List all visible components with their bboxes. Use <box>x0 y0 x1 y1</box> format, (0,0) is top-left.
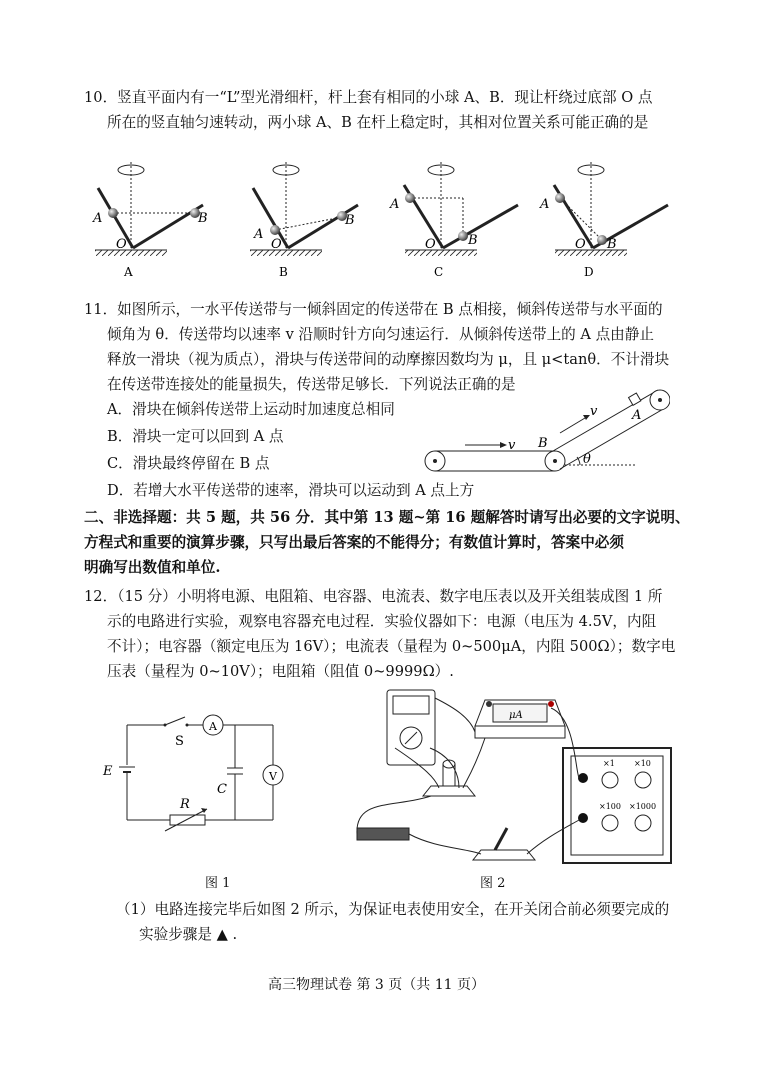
q12-sub1-line-1: （1）电路连接完毕后如图 2 所示，为保证电表使用安全，在开关闭合前必须要完成的 <box>116 901 670 918</box>
svg-text:O: O <box>575 237 586 252</box>
svg-text:A: A <box>209 720 217 733</box>
svg-text:B: B <box>468 233 478 248</box>
svg-text:θ: θ <box>583 452 591 467</box>
q11-line-1: 11．如图所示，一水平传送带与一倾斜固定的传送带在 B 点相接，倾斜传送带与水平面的 <box>84 301 663 318</box>
q10-figure-a <box>92 162 208 279</box>
svg-text:B: B <box>538 436 548 451</box>
svg-text:×1: ×1 <box>603 759 615 768</box>
q12-sub1-line-2: 实验步骤是 ▲ . <box>139 926 238 943</box>
q11-line-4: 在传送带连接处的能量损失，传送带足够长．下列说法正确的是 <box>107 376 516 393</box>
svg-text:×100: ×100 <box>599 802 621 811</box>
option-label-d: D <box>584 265 594 279</box>
option-label-a: A <box>124 265 133 279</box>
q10-line-2: 所在的竖直轴匀速转动，两小球 A、B 在杆上稳定时，其相对位置关系可能正确的是 <box>107 114 649 131</box>
q11-conveyor-figure <box>420 385 670 475</box>
svg-text:v: v <box>508 438 516 453</box>
q11-option-a: A．滑块在倾斜传送带上运动时加速度总相同 <box>107 401 395 418</box>
figure-1-circuit <box>95 705 295 835</box>
option-label-c: C <box>434 265 444 279</box>
svg-text:μA: μA <box>509 710 523 721</box>
svg-text:v: v <box>590 404 598 419</box>
figure-2-apparatus <box>335 688 675 873</box>
label-o: O <box>116 237 127 252</box>
q12-line-1: 12．（15 分）小明将电源、电阻箱、电容器、电流表、数字电压表以及开关组装成图 1 所 <box>84 588 663 605</box>
label-b: B <box>198 211 208 226</box>
svg-text:A: A <box>632 408 642 423</box>
q12-line-2: 示的电路进行实验，观察电容器充电过程．实验仪器如下：电源（电压为 4.5V，内阻 <box>107 613 657 630</box>
q11-line-2: 倾角为 θ．传送带均以速率 v 沿顺时针方向匀速运行．从倾斜传送带上的 A 点由静止 <box>107 326 654 343</box>
q12-line-3: 不计）；电容器（额定电压为 16V）；电流表（量程为 0~500μA，内阻 500Ω）；数字电 <box>107 638 676 655</box>
svg-text:O: O <box>425 237 436 252</box>
page-footer: 高三物理试卷 第 3 页（共 11 页） <box>268 977 485 993</box>
section2-line-3: 明确写出数值和单位. <box>84 559 221 576</box>
option-label-b: B <box>279 265 288 279</box>
svg-text:O: O <box>271 237 282 252</box>
svg-text:V: V <box>269 770 277 783</box>
svg-text:R: R <box>180 797 190 812</box>
q10-figure-d <box>539 162 668 279</box>
section2-line-2: 方程式和重要的演算步骤，只写出最后答案的不能得分；有数值计算时，答案中必须 <box>84 534 624 551</box>
q10-figure-b <box>250 162 358 279</box>
svg-text:×1000: ×1000 <box>629 802 657 811</box>
q11-line-3: 释放一滑块（视为质点），滑块与传送带间的动摩擦因数均为 μ，且 μ<tanθ．不计滑块 <box>107 351 670 368</box>
q10-figure-c <box>389 162 518 279</box>
q10-figures <box>90 160 690 285</box>
svg-text:A: A <box>254 227 264 242</box>
svg-text:A: A <box>540 197 550 212</box>
svg-text:B: B <box>345 213 355 228</box>
q12-line-4: 压表（量程为 0~10V）；电阻箱（阻值 0~9999Ω）. <box>107 663 454 680</box>
q11-option-c: C．滑块最终停留在 B 点 <box>107 455 270 472</box>
q11-option-d: D．若增大水平传送带的速率，滑块可以运动到 A 点上方 <box>107 482 475 499</box>
section2-line-1: 二、非选择题：共 5 题，共 56 分．其中第 13 题~第 16 题解答时请写出必要的文字说明、 <box>84 509 690 526</box>
svg-text:S: S <box>175 734 184 749</box>
svg-text:E: E <box>103 764 113 779</box>
label-a: A <box>93 211 103 226</box>
figure-1-caption: 图 1 <box>205 876 231 891</box>
q10-line-1: 10．竖直平面内有一“L”型光滑细杆，杆上套有相同的小球 A、B．现让杆绕过底部 O 点 <box>84 89 653 106</box>
svg-text:A: A <box>390 197 400 212</box>
svg-text:C: C <box>217 782 227 797</box>
svg-text:B: B <box>607 237 617 252</box>
figure-2-caption: 图 2 <box>480 876 506 891</box>
svg-text:×10: ×10 <box>634 759 651 768</box>
q11-option-b: B．滑块一定可以回到 A 点 <box>107 428 284 445</box>
